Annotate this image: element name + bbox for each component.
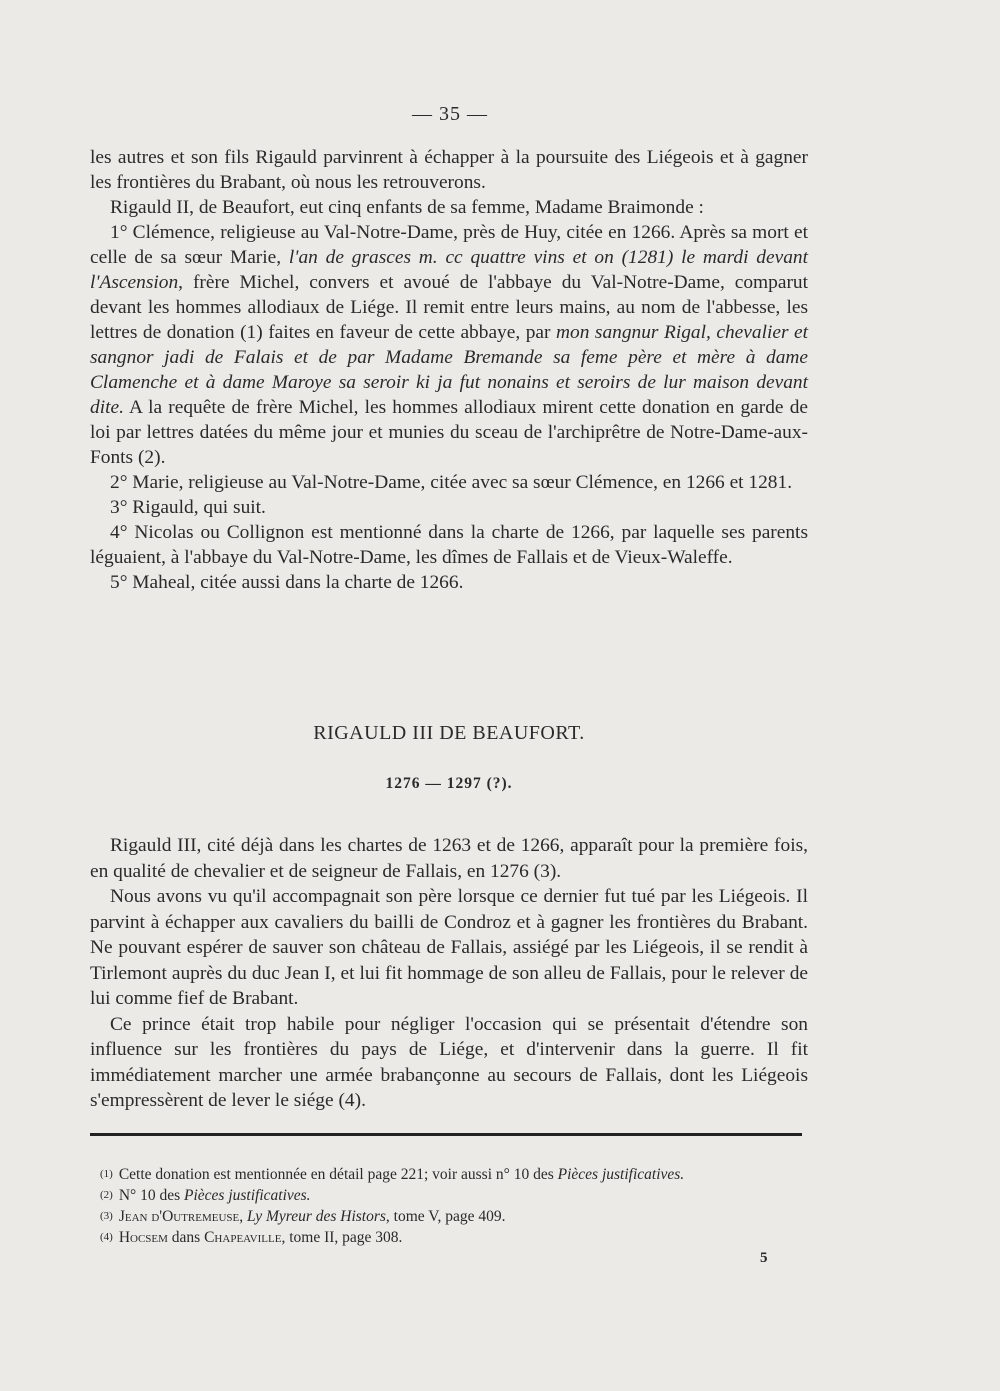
intro-text <box>90 145 808 595</box>
footnote-italic: Ly Myreur des Histors <box>247 1208 386 1225</box>
printer-signature: 5 <box>760 1250 768 1266</box>
quotation: mon sangnur Rigal, chevalier et sangnor jadi de Falais et de par Madame Bremande sa feme père et mère à dame Clamenche et à dame Maroye sa seroir ki ja fut nonains et seroirs de lur maison devant dite. <box>90 322 808 418</box>
paragraph: les autres et son fils Rigauld parvinrent à échapper à la poursuite des Liégeois et à gagner les frontières du Brabant, où nous les retrouverons. <box>90 147 808 193</box>
section-title: RIGAULD III DE BEAUFORT. <box>313 722 585 744</box>
footnote-text: Cette donation est mentionnée en détail page 221; voir aussi n° 10 des <box>118 1166 558 1183</box>
footnote-mark: (3) <box>100 1210 113 1222</box>
footnote-text: , tome II, page 308. <box>281 1229 403 1246</box>
footnote <box>100 1206 800 1227</box>
footnote-author: Chapeaville <box>204 1229 282 1246</box>
footnote-text: dans <box>167 1229 205 1246</box>
footnote-divider <box>90 1133 802 1136</box>
text-run: , frère Michel, convers et avoué de l'abbaye du Val-Notre-Dame, comparut devant les hommes allodiaux de Liége. Il remit entre leurs mains, au nom de l'abbesse, les lettres de donation (1) faites en faveur de cette abbaye, par <box>90 272 808 343</box>
paragraph: 4° Nicolas ou Collignon est mentionné dans la charte de 1266, par laquelle ses parents léguaient, à l'abbaye du Val-Notre-Dame, les dîmes de Fallais et de Vieux-Waleffe. <box>90 522 808 568</box>
section-dates: 1276 — 1297 (?). <box>385 775 513 792</box>
footnote-text: , <box>239 1208 248 1225</box>
footnote-text: , tome V, page 409. <box>385 1208 506 1225</box>
paragraph: 2° Marie, religieuse au Val-Notre-Dame, citée avec sa sœur Clémence, en 1266 et 1281. <box>110 472 793 493</box>
footnote-text: N° 10 des <box>118 1187 185 1204</box>
footnote <box>100 1185 800 1206</box>
footnote-author: Jean d'Outremeuse <box>118 1208 240 1225</box>
footnote-author: Hocsem <box>118 1229 168 1246</box>
page-number: — 35 — <box>412 103 488 125</box>
text-run: 1° Clémence, religieuse au Val-Notre-Dame, près de Huy, citée en 1266. Après sa mort et celle de sa sœur Marie, <box>90 222 808 268</box>
footnotes <box>100 1164 800 1248</box>
footnote-mark: (2) <box>100 1189 113 1201</box>
paragraph: Nous avons vu qu'il accompagnait son père lorsque ce dernier fut tué par les Liégeois. Il parvint à échapper aux cavaliers du bailli de Condroz et à gagner les frontières du Brabant. Ne pouvant espérer de sauver son château de Fallais, assiégé par les Liégeois, il se rendit à Tirlemont auprès du duc Jean I, et lui fit hommage de son alleu de Fallais, pour le relever de lui comme fief de Brabant. <box>90 886 808 1009</box>
paragraph: Rigauld II, de Beaufort, eut cinq enfants de sa femme, Madame Braimonde : <box>110 197 704 218</box>
footnote <box>100 1227 800 1248</box>
paragraph: 5° Maheal, citée aussi dans la charte de 1266. <box>110 572 464 593</box>
section-body <box>90 833 808 1114</box>
quotation: l'an de grasces m. cc quattre vins et on (1281) le mardi devant l'Ascension <box>90 247 808 293</box>
paragraph <box>90 220 808 470</box>
footnote-mark: (1) <box>100 1168 113 1180</box>
footnote-italic: Pièces justificatives. <box>557 1166 685 1183</box>
text-run: A la requête de frère Michel, les hommes allodiaux mirent cette donation en garde de loi par lettres datées du même jour et munies du sceau de l'archiprêtre de Notre-Dame-aux-Fonts (2). <box>90 397 808 468</box>
footnote <box>100 1164 800 1185</box>
paragraph: Ce prince était trop habile pour négliger l'occasion qui se présentait d'étendre son influence sur les frontières du pays de Liége, et d'intervenir dans la guerre. Il fit immédiatement marcher une armée brabançonne au secours de Fallais, dont les Liégeois s'empressèrent de lever le siége (4). <box>90 1013 808 1111</box>
paragraph: 3° Rigauld, qui suit. <box>110 497 266 518</box>
footnote-mark: (4) <box>100 1231 113 1243</box>
footnote-italic: Pièces justificatives. <box>184 1187 311 1204</box>
paragraph: Rigauld III, cité déjà dans les chartes de 1263 et de 1266, apparaît pour la première fois, en qualité de chevalier et de seigneur de Fallais, en 1276 (3). <box>90 835 808 882</box>
